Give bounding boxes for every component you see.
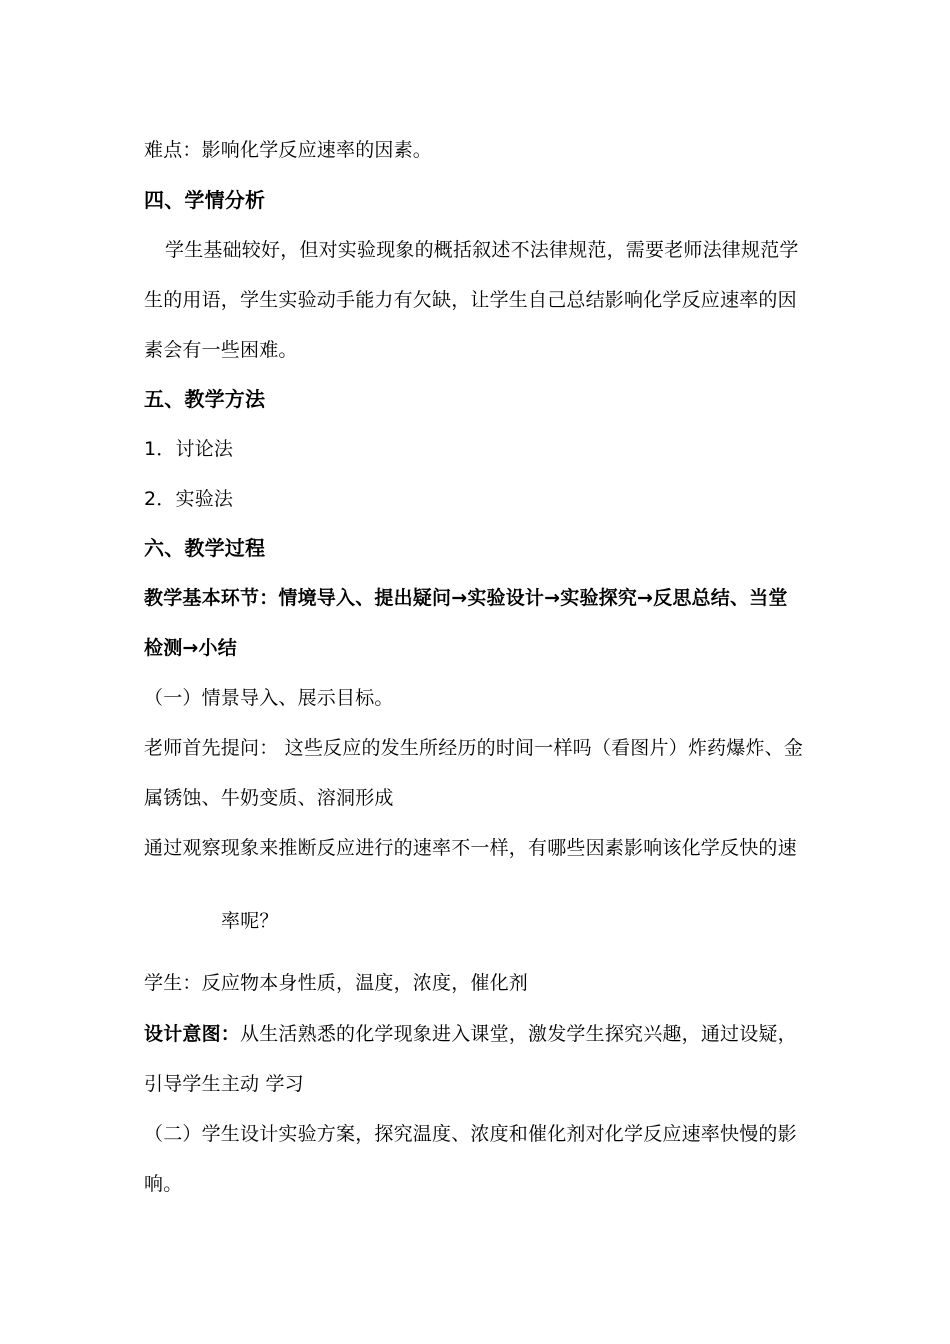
design-intent-text: 从生活熟悉的化学现象进入课堂，激发学生探究兴趣，通过设疑， [240, 1023, 797, 1045]
teacher-question-line-2: 属锈蚀、牛奶变质、溶洞形成 [144, 787, 394, 809]
method-item-2: 2．实验法 [144, 488, 234, 510]
teacher-question-line-1: 老师首先提问： 这些反应的发生所经历的时间一样吗（看图片）炸药爆炸、金 [144, 737, 804, 759]
design-intent-label: 设计意图： [144, 1023, 241, 1045]
student-answer: 学生：反应物本身性质，温度，浓度，催化剂 [144, 972, 529, 994]
part2-line-1: （二）学生设计实验方案，探究温度、浓度和催化剂对化学反应速率快慢的影 [144, 1123, 797, 1145]
design-intent-line-1 [144, 1021, 797, 1047]
section4-heading: 四、学情分析 [144, 188, 266, 212]
difficulty-line [144, 137, 432, 163]
difficulty-text: 影响化学反应速率的因素。 [201, 139, 433, 161]
inference-line-1: 通过观察现象来推断反应进行的速率不一样，有哪些因素影响该化学反快的速 [144, 837, 797, 859]
difficulty-label: 难点： [144, 139, 202, 161]
design-intent-line-2: 引导学生主动 学习 [144, 1073, 304, 1095]
section4-paragraph-line-2: 生的用语，学生实验动手能力有欠缺，让学生自己总结影响化学反应速率的因 [144, 289, 797, 311]
inference-line-2: 率呢？ [221, 910, 279, 932]
part2-line-2: 响。 [144, 1173, 183, 1195]
section4-paragraph-line-3: 素会有一些困难。 [144, 339, 298, 361]
part1-title: （一）情景导入、展示目标。 [144, 687, 394, 709]
section6-heading: 六、教学过程 [144, 536, 266, 560]
section5-heading: 五、教学方法 [144, 387, 266, 411]
basic-steps-line-2: 检测→小结 [144, 637, 237, 659]
section4-paragraph-line-1: 学生基础较好，但对实验现象的概括叙述不法律规范，需要老师法律规范学 [165, 239, 799, 261]
basic-steps-line-1: 教学基本环节：情境导入、提出疑问→实验设计→实验探究→反思总结、当堂 [144, 587, 788, 609]
method-item-1: 1．讨论法 [144, 438, 234, 460]
